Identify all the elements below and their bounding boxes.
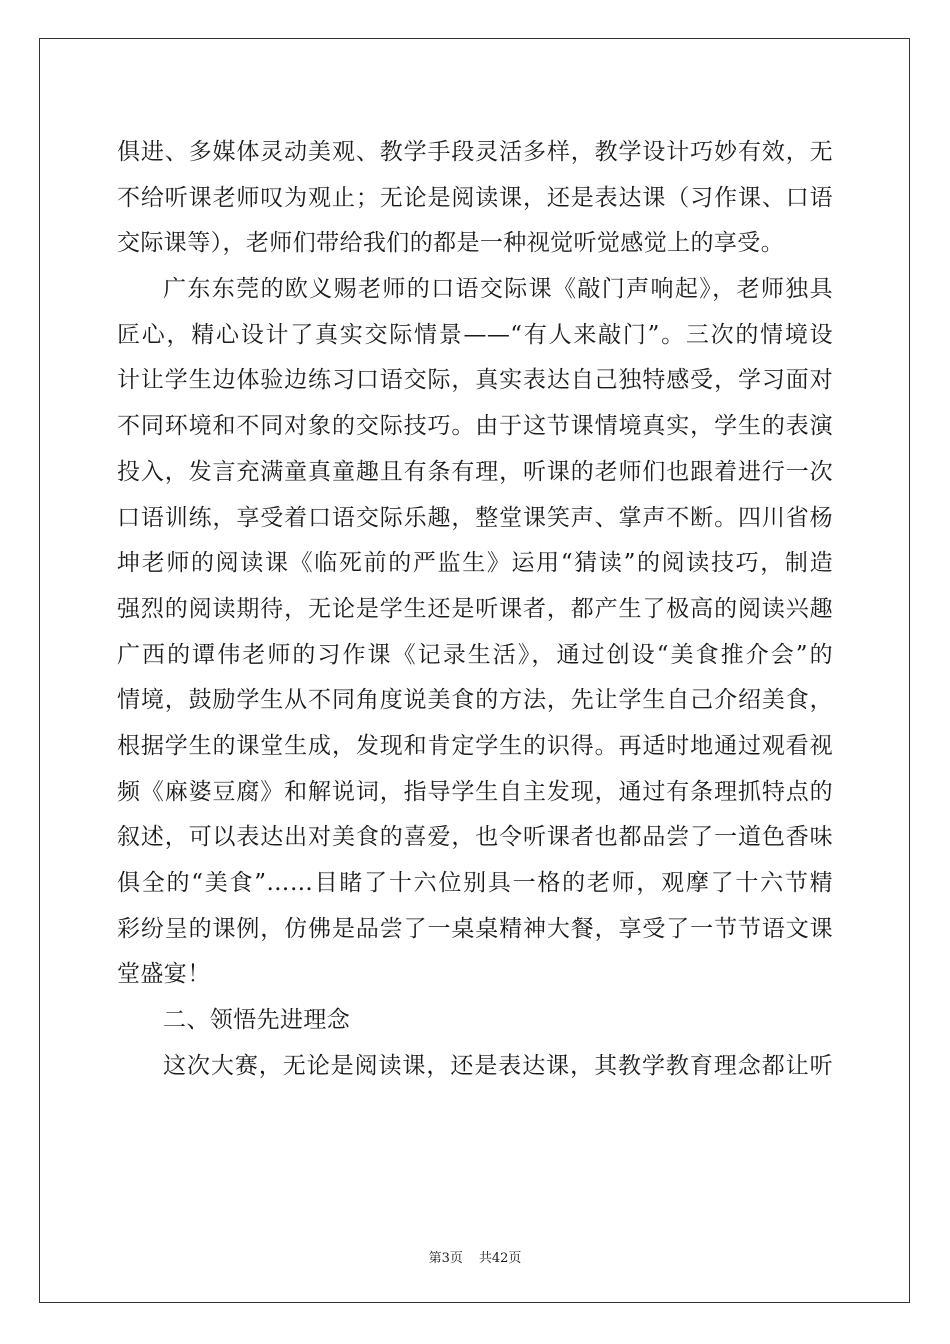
- text-line: 堂盛宴！: [117, 961, 211, 988]
- text-line: 投入，发言充满童真童趣且有条有理，听课的老师们也跟着进行一次: [117, 458, 833, 485]
- text-line: 广东东莞的欧义赐老师的口语交际课《敲门声响起》，老师独具: [163, 276, 833, 303]
- text-line: 强烈的阅读期待，无论是学生还是听课者，都产生了极高的阅读兴趣: [117, 595, 833, 622]
- section-heading: 二、领悟先进理念: [163, 1007, 351, 1034]
- text-line: 匠心，精心设计了真实交际情景——“有人来敲门”。三次的情境设: [117, 321, 833, 348]
- text-line: 不给听课老师叹为观止；无论是阅读课，还是表达课（习作课、口语: [117, 184, 833, 211]
- page-footer: [0, 1247, 950, 1266]
- text-line: 坤老师的阅读课《临死前的严监生》运用“猜读”的阅读技巧，制造: [117, 550, 833, 577]
- text-line: 情境，鼓励学生从不同角度说美食的方法，先让学生自己介绍美食，: [117, 687, 833, 714]
- text-line: 不同环境和不同对象的交际技巧。由于这节课情境真实，学生的表演: [117, 413, 833, 440]
- text-line: 俱进、多媒体灵动美观、教学手段灵活多样，教学设计巧妙有效，无: [117, 139, 833, 165]
- text-line: 叙述，可以表达出对美食的喜爱，也令听课者也都品尝了一道色香味: [117, 824, 833, 851]
- text-line: 口语训练，享受着口语交际乐趣，整堂课笑声、掌声不断。四川省杨: [117, 504, 833, 531]
- text-line: 根据学生的课堂生成，发现和肯定学生的识得。再适时地通过观看视: [117, 732, 833, 759]
- text-line: 频《麻婆豆腐》和解说词，指导学生自主发现，通过有条理抓特点的: [117, 778, 833, 805]
- text-line: 广西的谭伟老师的习作课《记录生活》，通过创设“美食推介会”的: [117, 641, 833, 668]
- text-line: 这次大赛，无论是阅读课，还是表达课，其教学教育理念都让听: [163, 1052, 833, 1079]
- text-line: 彩纷呈的课例，仿佛是品尝了一桌桌精神大餐，享受了一节节语文课: [117, 915, 833, 942]
- page-number: 第3页: [428, 1251, 463, 1266]
- text-line: 俱全的“美食”……目睹了十六位别具一格的老师，观摩了十六节精: [117, 870, 833, 896]
- document-body: [117, 130, 833, 1089]
- total-pages: 共42页: [478, 1251, 522, 1266]
- text-line: 计让学生边体验边练习口语交际，真实表达自己独特感受，学习面对: [117, 367, 833, 394]
- text-line: 交际课等），老师们带给我们的都是一种视觉听觉感觉上的享受。: [117, 230, 785, 257]
